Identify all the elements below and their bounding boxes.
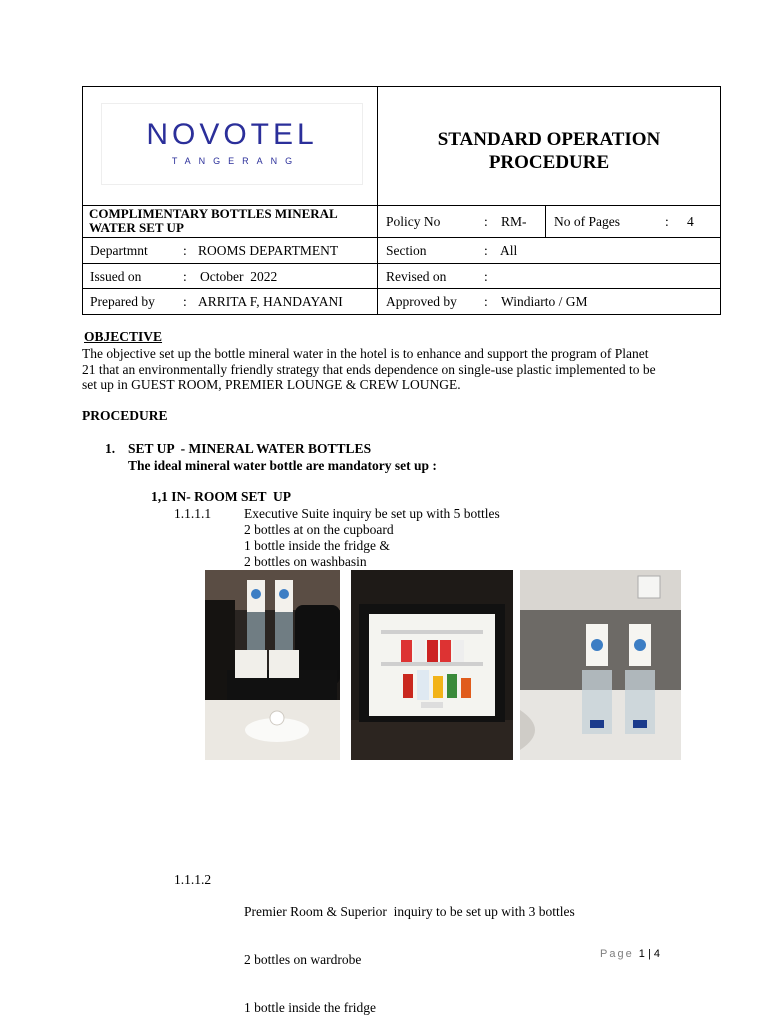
sub-heading: 1,1 IN- ROOM SET UP xyxy=(151,489,292,504)
sop-name: COMPLIMENTARY BOTTLES MINERAL WATER SET UP xyxy=(89,206,338,235)
policy-sep: : xyxy=(484,214,488,229)
objective-heading: OBJECTIVE xyxy=(84,329,163,344)
page-footer xyxy=(600,948,660,960)
issued-sep: : xyxy=(183,269,187,284)
step-title: SET UP - MINERAL WATER BOTTLES xyxy=(128,441,372,456)
item-line: 2 bottles at on the cupboard xyxy=(244,522,394,537)
item-2-text xyxy=(244,872,575,1032)
approved-sep: : xyxy=(484,294,488,309)
title-line-2: PROCEDURE xyxy=(488,152,610,173)
title-line-1: STANDARD OPERATION xyxy=(437,129,661,150)
policy-value: RM- xyxy=(501,214,527,229)
prepared-label: Prepared by xyxy=(90,294,155,309)
item-line: Premier Room & Superior inquiry to be set up with 3 bottles xyxy=(244,904,575,919)
approved-value: Windiarto / GM xyxy=(501,294,588,309)
objective-line: 21 that an environmentally friendly strategy that ends dependence on single-use plastic implemented to be xyxy=(82,361,656,377)
page-number: 1 | 4 xyxy=(638,948,660,960)
policy-label: Policy No xyxy=(386,214,441,229)
objective-text xyxy=(82,346,656,393)
department-label: Departmnt xyxy=(90,243,148,258)
objective-line: The objective set up the bottle mineral water in the hotel is to enhance and support the program of Planet xyxy=(82,346,649,361)
item-line: 2 bottles on wardrobe xyxy=(244,952,362,967)
section-sep: : xyxy=(484,243,488,258)
department-sep: : xyxy=(183,243,187,258)
logo-wordmark: NOVOTEL xyxy=(146,118,318,151)
fridge-bottle-photo xyxy=(351,570,513,760)
revised-label: Revised on xyxy=(386,269,447,284)
approved-label: Approved by xyxy=(386,294,457,309)
prepared-sep: : xyxy=(183,294,187,309)
item-line: 2 bottles on washbasin xyxy=(244,554,367,569)
issued-value: October 2022 xyxy=(200,269,278,284)
item-line: 1 bottle inside the fridge & xyxy=(244,538,390,553)
prepared-value: ARRITA F, HANDAYANI xyxy=(198,294,343,309)
washbasin-bottles-photo xyxy=(520,570,681,760)
document-title xyxy=(378,128,720,174)
item-line: 1 bottle inside the fridge xyxy=(244,1000,376,1015)
objective-line: set up in GUEST ROOM, PREMIER LOUNGE & CREW LOUNGE. xyxy=(82,377,461,392)
pages-label: No of Pages xyxy=(554,214,620,229)
section-value: All xyxy=(500,243,518,258)
novotel-logo xyxy=(101,103,363,185)
cupboard-bottles-photo xyxy=(205,570,340,760)
pages-value: 4 xyxy=(687,214,694,229)
step-subtitle: The ideal mineral water bottle are mandatory set up : xyxy=(128,458,437,473)
item-number: 1.1.1.1 xyxy=(174,506,212,521)
item-line: Executive Suite inquiry be set up with 5 bottles xyxy=(244,506,500,521)
procedure-heading: PROCEDURE xyxy=(82,408,168,423)
pages-sep: : xyxy=(665,214,669,229)
revised-sep: : xyxy=(484,269,488,284)
item-number: 1.1.1.2 xyxy=(174,872,212,887)
department-value: ROOMS DEPARTMENT xyxy=(198,243,339,258)
step-number: 1. xyxy=(105,441,116,456)
logo-subtitle: TANGERANG xyxy=(171,156,301,166)
item-1-text xyxy=(244,506,500,570)
section-label: Section xyxy=(386,243,427,258)
page-word: Page xyxy=(600,948,634,960)
issued-label: Issued on xyxy=(90,269,142,284)
